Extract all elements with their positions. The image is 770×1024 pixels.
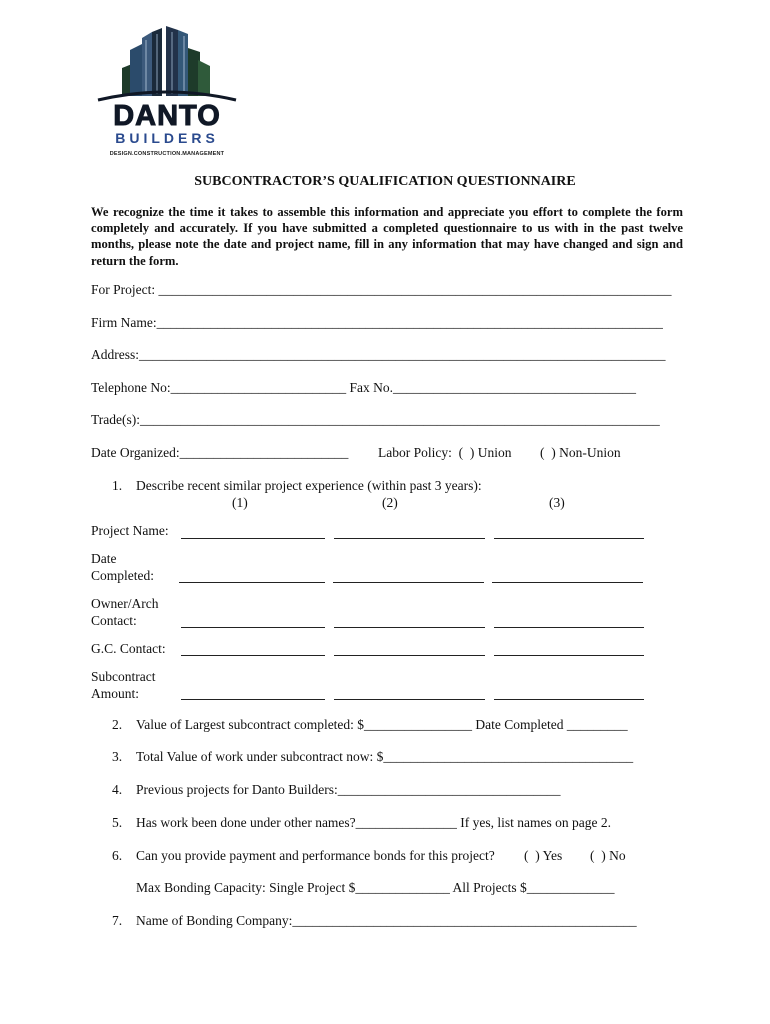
q3-total-value-field[interactable]: Total Value of work under subcontract now: $_____________________________________ (136, 749, 634, 764)
owner-arch-label-line2: Contact: (91, 613, 137, 628)
q3-number: 3. (112, 749, 123, 764)
q4-number: 4. (112, 782, 123, 797)
trades-field[interactable]: Trade(s):_____________________________________________________________________________ (91, 412, 660, 427)
q6-number: 6. (112, 848, 123, 863)
project-name-blank-2[interactable] (334, 538, 485, 539)
subcontract-amount-blank-2[interactable] (334, 699, 485, 700)
danto-builders-logo (94, 26, 240, 157)
q6-yes-option[interactable]: ( ) Yes (524, 848, 563, 863)
bonding-capacity-field[interactable]: Max Bonding Capacity: Single Project $______________ All Projects $_____________ (136, 880, 615, 895)
q5-other-names-field[interactable]: Has work been done under other names?_______________ If yes, list names on page 2. (136, 815, 612, 830)
logo-tagline: DESIGN.CONSTRUCTION.MANAGEMENT (109, 151, 225, 157)
owner-arch-blank-2[interactable] (334, 627, 485, 628)
labor-policy-non-union-option[interactable]: ( ) Non-Union (540, 445, 621, 460)
building-icon (94, 26, 240, 106)
date-completed-label-line2: Completed: (91, 568, 154, 583)
q4-previous-projects-field[interactable]: Previous projects for Danto Builders:_________________________________ (136, 782, 561, 797)
page-title: SUBCONTRACTOR’S QUALIFICATION QUESTIONNAIRE (194, 174, 576, 189)
gc-contact-blank-3[interactable] (494, 655, 644, 656)
q2-largest-subcontract-field[interactable]: Value of Largest subcontract completed: $________________ Date Completed _________ (136, 717, 628, 732)
q7-number: 7. (112, 913, 123, 928)
q6-bonds-question: Can you provide payment and performance bonds for this project? (136, 848, 495, 863)
gc-contact-blank-1[interactable] (181, 655, 325, 656)
owner-arch-blank-3[interactable] (494, 627, 644, 628)
q2-number: 2. (112, 717, 123, 732)
owner-arch-blank-1[interactable] (181, 627, 325, 628)
intro-paragraph: We recognize the time it takes to assemble this information and appreciate you effort to complete the form completely and accurately. If you have submitted a completed questionnaire to us with in the past twelve months, please note the date and project name, fill in any information that may have changed and sign and return the form. (91, 205, 683, 268)
q6-no-option[interactable]: ( ) No (590, 848, 626, 863)
date-completed-blank-3[interactable] (492, 582, 643, 583)
subcontract-amount-blank-1[interactable] (181, 699, 325, 700)
q5-number: 5. (112, 815, 123, 830)
project-field[interactable]: For Project: ____________________________________________________________________________ (91, 282, 672, 297)
labor-policy-union-option[interactable]: Labor Policy: ( ) Union (378, 445, 512, 460)
q1-text: Describe recent similar project experience (within past 3 years): (136, 478, 482, 493)
date-organized-field[interactable]: Date Organized:_________________________ (91, 445, 349, 460)
address-field[interactable]: Address:______________________________________________________________________________ (91, 347, 666, 362)
project-name-label: Project Name: (91, 523, 169, 538)
owner-arch-label-line1: Owner/Arch (91, 596, 159, 611)
subcontract-amount-blank-3[interactable] (494, 699, 644, 700)
q7-bonding-company-field[interactable]: Name of Bonding Company:___________________________________________________ (136, 913, 637, 928)
project-name-blank-1[interactable] (181, 538, 325, 539)
gc-contact-blank-2[interactable] (334, 655, 485, 656)
q1-col2-header: (2) (382, 495, 398, 510)
subcontract-amount-label-line1: Subcontract (91, 669, 156, 684)
logo-subname: BUILDERS (115, 130, 219, 146)
logo-name: DANTO (113, 100, 221, 132)
subcontract-amount-label-line2: Amount: (91, 686, 140, 701)
gc-contact-label: G.C. Contact: (91, 641, 166, 656)
telephone-fax-field[interactable]: Telephone No:__________________________ Fax No.____________________________________ (91, 380, 637, 395)
project-name-blank-3[interactable] (494, 538, 644, 539)
date-completed-label-line1: Date (91, 551, 117, 566)
q1-col1-header: (1) (232, 495, 248, 510)
date-completed-blank-1[interactable] (179, 582, 325, 583)
firm-name-field[interactable]: Firm Name:___________________________________________________________________________ (91, 315, 663, 330)
date-completed-blank-2[interactable] (333, 582, 484, 583)
q1-col3-header: (3) (549, 495, 565, 510)
q1-number: 1. (112, 478, 123, 493)
